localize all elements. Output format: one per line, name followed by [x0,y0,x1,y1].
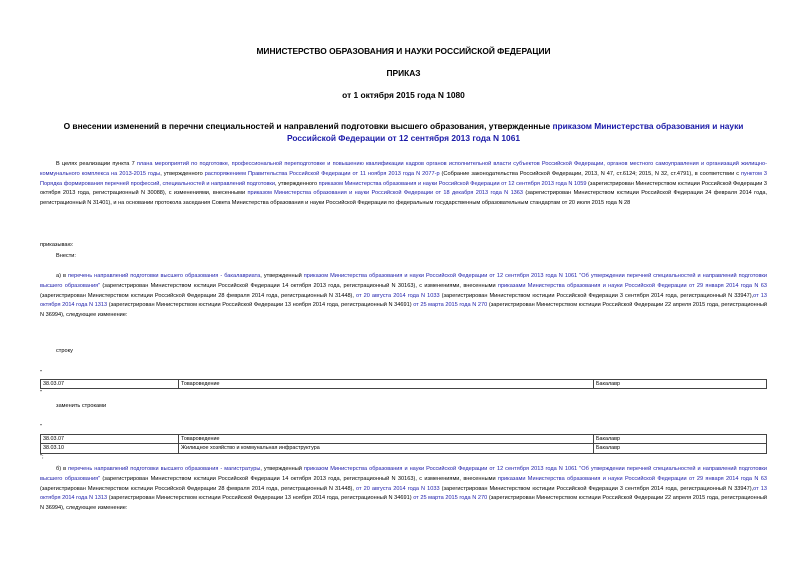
ministry-heading: МИНИСТЕРСТВО ОБРАЗОВАНИЯ И НАУКИ РОССИЙСКОЙ ФЕДЕРАЦИИ [256,46,551,56]
preamble-text: (Собрание законодательства Российской Федерации, 2013, N 47, ст.6124; 2015, N 32, ст.4791), в соответствии с [439,170,741,177]
item-a-text: а) в [56,273,68,279]
item-b-link-270[interactable]: от 25 марта 2015 года N 270 [413,495,488,502]
preamble-link-order-1363[interactable]: приказом Министерства образования и науки Российской Федерации от 18 декабря 2013 года N 1363 [247,190,524,197]
name-cell: Товароведение [179,435,594,444]
document-title [40,120,767,144]
code-cell: 38.03.07 [41,435,179,444]
table-row [41,380,767,389]
item-a-link-1033[interactable]: от 20 августа 2014 года N 1033 [356,292,440,299]
item-a-text: (зарегистрирован Министерством юстиции Российской Федерации 28 февраля 2014 года, регистрационный N 31448), [40,292,357,299]
title-text: О внесении изменений в перечни специальностей и направлений подготовки высшего образования, утвержденные [63,121,553,131]
item-a-paragraph [40,272,767,321]
preamble-paragraph [40,160,767,209]
code-cell: 38.03.10 [41,444,179,453]
table-row [41,435,767,444]
preamble-link-plan[interactable]: плана мероприятий по подготовке, профессиональной переподготовке и повышению квалификации кадров органов исполнительной власти субъектов Российской Федерации, органов местного самоуправления и организаций жилищно-коммунального комплекса на 2013-2015 годы [40,161,768,177]
item-a-link-270[interactable]: от 25 марта 2015 года N 270 [413,302,488,309]
item-a-text: (зарегистрирован Министерством юстиции Российской Федерации 13 ноября 2014 года, регистрационный N 34691) [107,302,414,309]
item-a-link-order-1061[interactable]: приказом Министерства образования и науки Российской Федерации от 12 сентября 2013 года N 1061 "Об утверждении перечней специальностей и направлений подготовки высшего образования" [40,273,767,289]
preamble-text: (зарегистрирован Министерством юстиции Российской Федерации 24 февраля 2014 года, регистрационный N 31401), и на основании протокола заседания Совета Министерства образования и науки Российской Федерации по федеральным государственным образовательным стандартам от 20 июля 2015 года N 28 [40,190,767,207]
table-row [41,444,767,453]
code-cell: 38.03.07 [41,380,179,389]
table-replacement-rows [40,434,767,454]
item-a-text: (зарегистрирован Министерством юстиции Российской Федерации 14 октября 2013 года, регистрационный N 30163), с изменениями, внесенными [100,282,498,289]
name-cell: Жилищное хозяйство и коммунальная инфраструктура [179,444,594,453]
quote-open: " [40,424,42,430]
preamble-link-procedure[interactable]: пунктом 3 Порядка формирования перечней профессий, специальностей и направлений подготовки [40,170,767,187]
name-cell: Товароведение [179,380,594,389]
level-cell: Бакалавр [594,380,767,389]
quote-open: " [40,370,42,376]
title-link[interactable]: приказом Министерства образования и науки Российской Федерации от 12 сентября 2013 года N 1061 [286,121,744,143]
preamble-link-decree[interactable]: распоряжением Правительства Российской Федерации от 11 ноября 2013 года N 2077-р [204,170,440,177]
vnesti-text: Внести: [56,253,76,259]
item-b-link-1313[interactable]: от 13 октября 2014 года N 1313 [40,485,767,502]
item-b-link-list[interactable]: перечень направлений подготовки высшего образования - магистратуры [68,466,261,472]
zamenit-text: заменить строками [56,403,107,409]
level-cell: Бакалавр [594,435,767,444]
item-b-text: (зарегистрирован Министерством юстиции Российской Федерации 28 февраля 2014 года, регистрационный N 31448), [40,485,357,492]
preamble-text: (зарегистрирован Министерством юстиции Российской Федерации 3 октября 2013 года, регистрационный N 30088), с изменениями, внесенными [40,180,768,197]
item-b-text: (зарегистрирован Министерством юстиции Российской Федерации 14 октября 2013 года, регистрационный N 30163), с изменениями, внесенными [100,475,498,482]
item-a-link-list[interactable]: перечень направлений подготовки высшего образования - бакалавриата [67,273,261,279]
item-a-text: (зарегистрирован Министерством юстиции Российской Федерации 22 апреля 2015 года, регистрационный N 36994), следующее изменение: [40,302,767,319]
table-original-row [40,379,767,389]
item-b-paragraph [40,465,767,514]
item-b-link-orders-63[interactable]: приказами Министерства образования и науки Российской Федерации от 29 января 2014 года N 63 [497,475,767,482]
level-cell: Бакалавр [594,444,767,453]
doc-type-heading: ПРИКАЗ [386,68,421,78]
quote-close-semicolon: "; [40,454,44,460]
item-b-text: , утвержденный [260,466,304,472]
item-b-text: (зарегистрирован Министерством юстиции Российской Федерации 22 апреля 2015 года, регистрационный N 36994), следующее изменение: [40,495,767,512]
item-b-text: (зарегистрирован Министерством юстиции Российской Федерации 3 сентября 2014 года, регистрационный N 33947), [439,485,754,492]
item-a-link-orders-63[interactable]: приказами Министерства образования и науки Российской Федерации от 29 января 2014 года N 63 [497,282,767,289]
quote-close: " [40,390,42,396]
item-a-text: (зарегистрирован Министерством юстиции Российской Федерации 3 сентября 2014 года, регистрационный N 33947), [439,292,754,299]
item-b-text: (зарегистрирован Министерством юстиции Российской Федерации 13 ноября 2014 года, регистрационный N 34691) [107,495,414,502]
item-b-link-1033[interactable]: от 20 августа 2014 года N 1033 [356,485,440,492]
preamble-text: В целях реализации пункта 7 [56,161,137,167]
item-a-link-1313[interactable]: от 13 октября 2014 года N 1313 [40,292,767,309]
preamble-text: , утвержденного [275,180,319,187]
date-number-heading: от 1 октября 2015 года N 1080 [342,90,465,100]
item-b-link-order-1061[interactable]: приказом Министерства образования и науки Российской Федерации от 12 сентября 2013 года N 1061 "Об утверждении перечней специальностей и направлений подготовки высшего образования" [40,466,767,482]
stroku-text: строку [56,348,73,354]
item-b-text: б) в [56,466,69,472]
item-a-text: , утвержденный [260,273,304,279]
prikazyvayu-text: приказываю: [40,242,74,248]
preamble-text: , утвержденного [160,170,205,177]
preamble-link-order-1059[interactable]: приказом Министерства образования и науки Российской Федерации от 12 сентября 2013 года N 1059 [318,180,587,187]
